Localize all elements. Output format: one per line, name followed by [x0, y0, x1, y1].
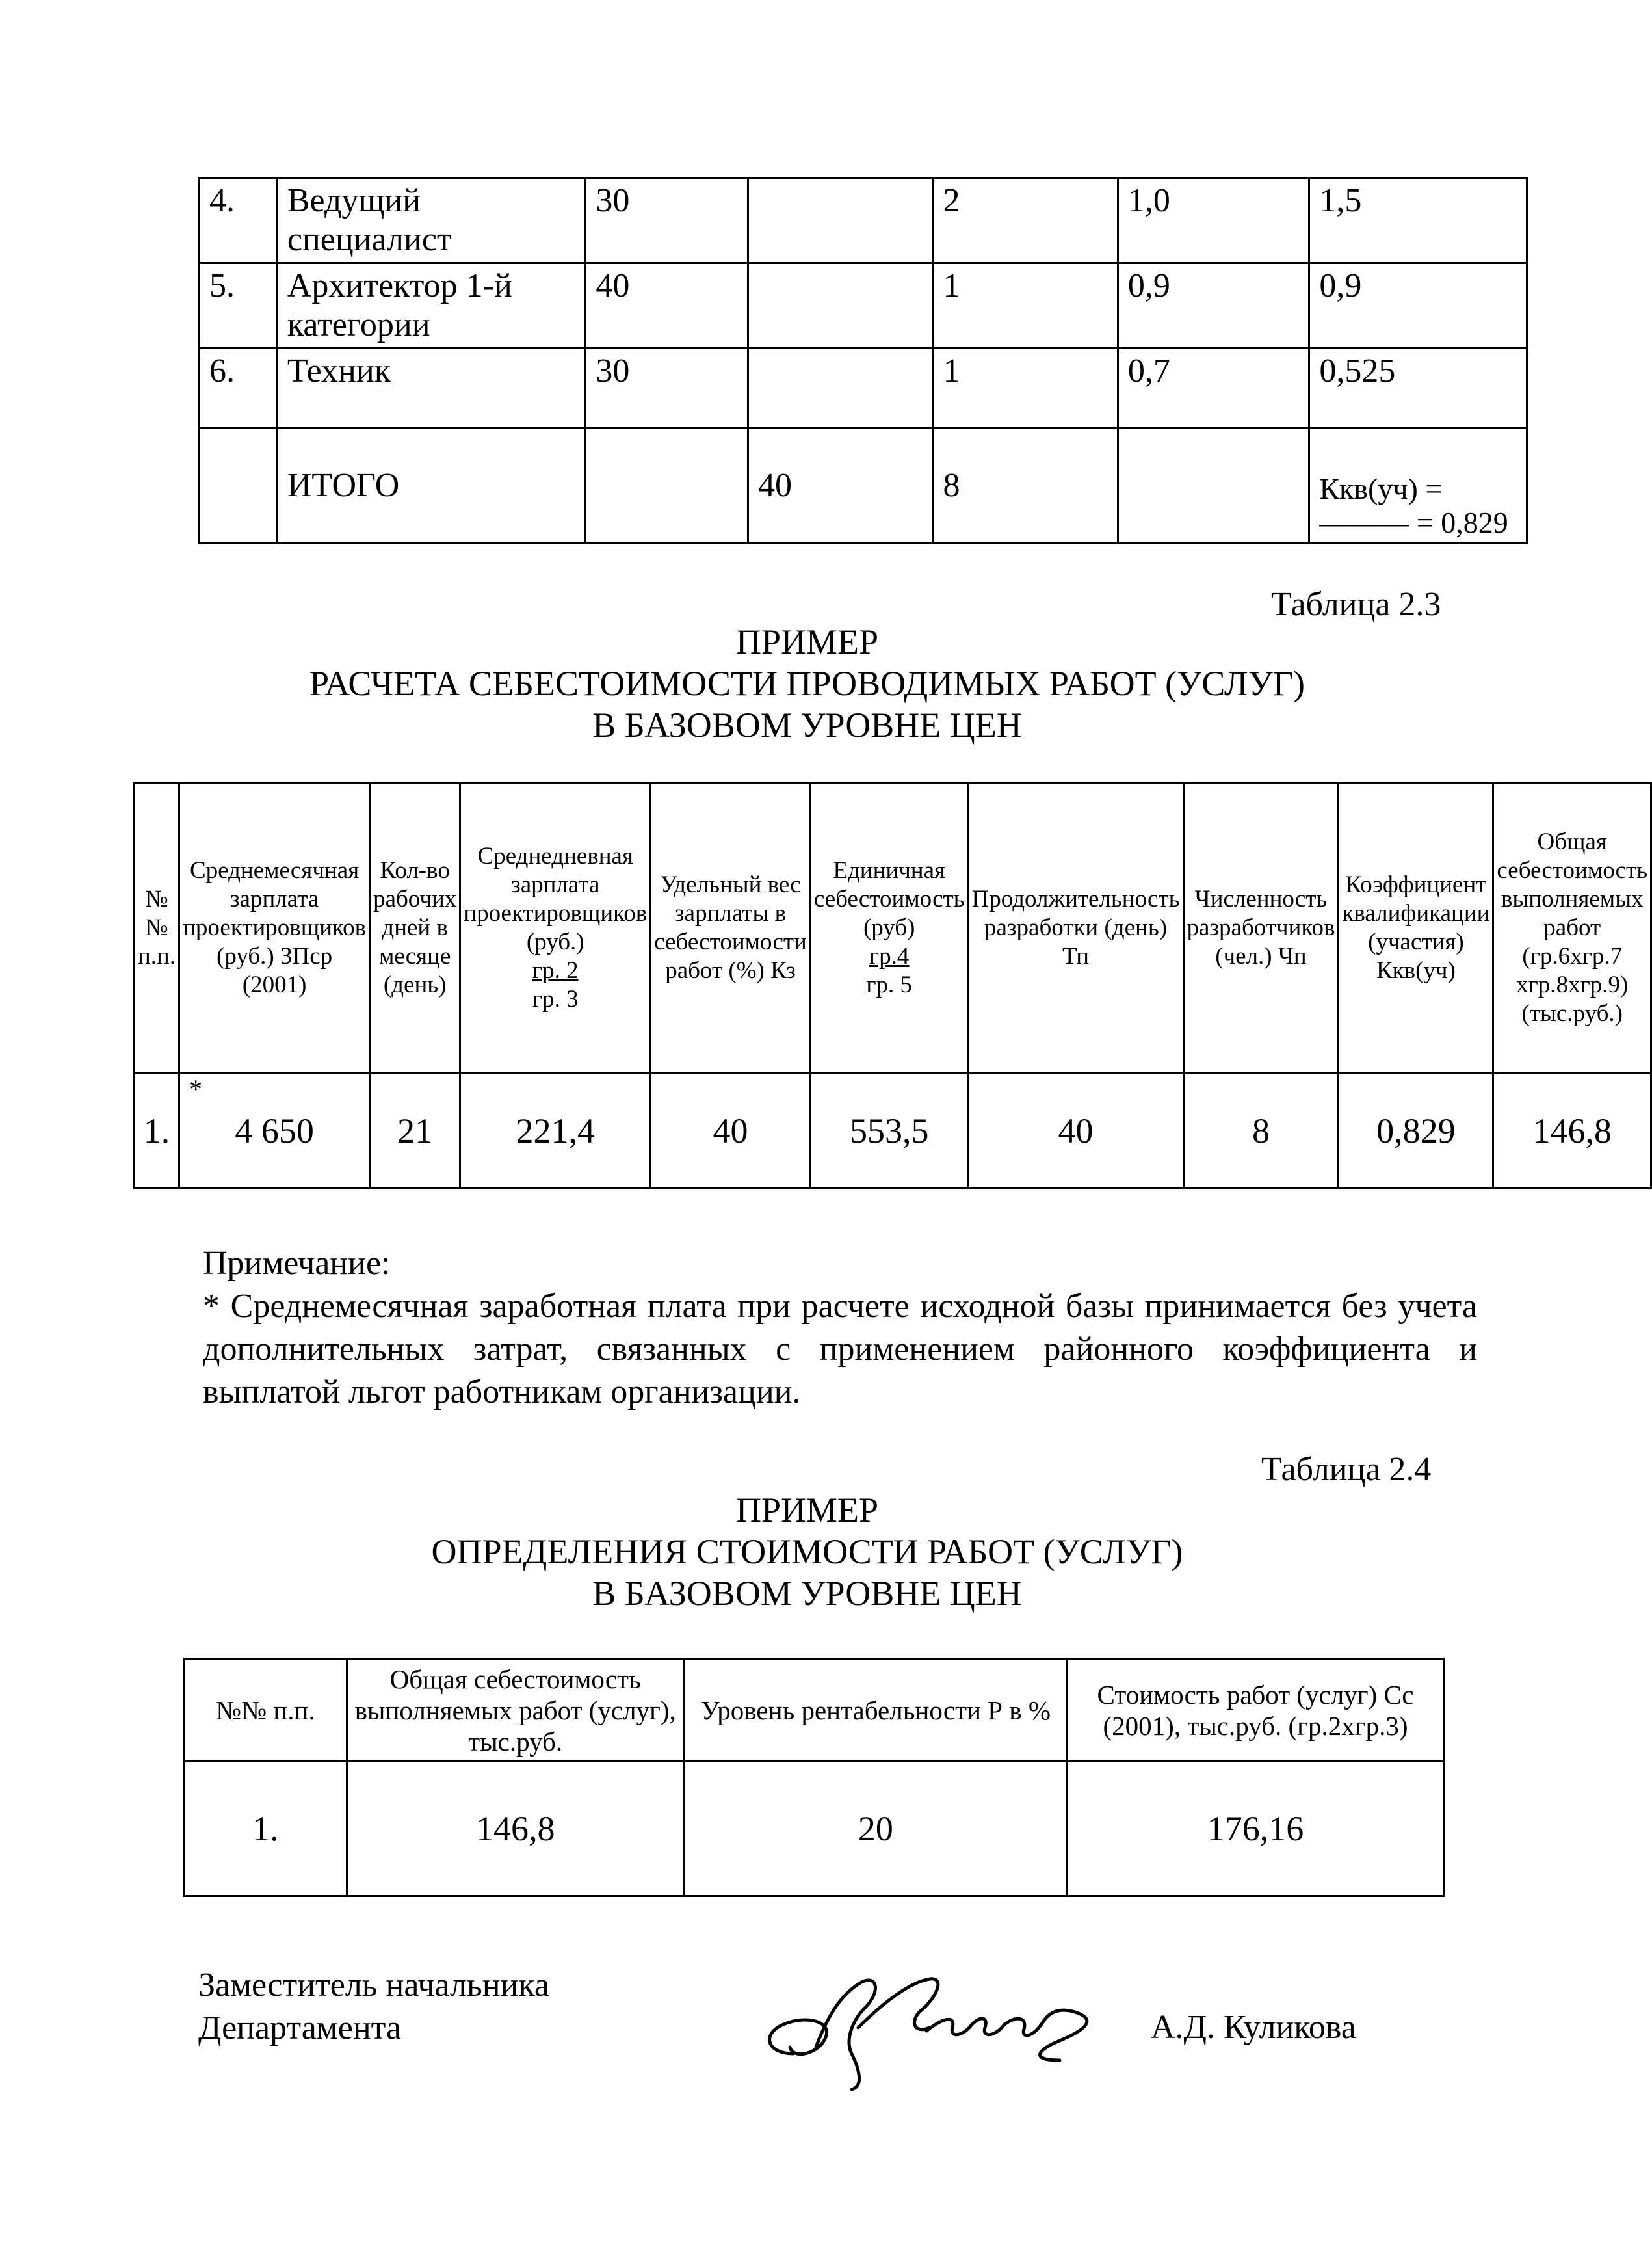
note [203, 1242, 1477, 1414]
table-row: 1. 146,8 20 176,16 [185, 1762, 1444, 1896]
table-header: №№ п.п. Общая себестоимость выполняемых работ (услуг), тыс.руб. Уровень рентабельности Р в % Стоимость работ (услуг) Сс (2001), тыс.руб. (гр.2хгр.3) [185, 1659, 1444, 1762]
note-text: * Среднемесячная заработная плата при расчете исходной базы принимается без учета дополнительных затрат, связанных с применением районного коэффициента и выплатой льгот работникам организации. [203, 1288, 1477, 1411]
table-row: 1. * 4 650 21 221,4 40 553,5 40 8 0,829 146,8 [135, 1073, 1651, 1189]
price-table [183, 1658, 1445, 1897]
note-label: Примечание: [203, 1245, 391, 1282]
table-caption: Таблица 2.4 [1261, 1451, 1432, 1488]
table-caption: Таблица 2.3 [1271, 586, 1441, 623]
cost-table [133, 782, 1652, 1189]
table-row: 6. Техник 30 1 0,7 0,525 [200, 349, 1527, 428]
table-row: 4. Ведущий специалист 30 2 1,0 1,5 [200, 178, 1527, 263]
table-title: ПРИМЕР РАСЧЕТА СЕБЕСТОИМОСТИ ПРОВОДИМЫХ РАБОТ (УСЛУГ) В БАЗОВОМ УРОВНЕ ЦЕН [309, 622, 1305, 745]
handwritten-signature [754, 1956, 1118, 2099]
signatory-name: А.Д. Куликова [1151, 2009, 1356, 2046]
table-row: 5. Архитектор 1-й категории 40 1 0,9 0,9 [200, 263, 1527, 349]
table-header: №№ п.п. Среднемесячная зарплата проектировщиков (руб.) ЗПср (2001) Кол-во рабочих дней в месяце (день) Среднедневная зарплата проектировщиков (руб.) гр. 2 гр. 3 Удельный вес зарплаты в себестоимости работ (%) Кз Единичная себестоимость (руб) гр.4 гр. 5 Продолжительность разработки (день) Тп Численность разработчиков (чел.) Чп Коэффициент квалификации (участия) Ккв(уч) Общая себестоимость выполняемых работ (гр.6хгр.7 хгр.8хгр.9) (тыс.руб.) [135, 784, 1651, 1073]
total-row: ИТОГО 40 8 Ккв(уч) = ——— = 0,829 [200, 428, 1527, 544]
table-title: ПРИМЕР ОПРЕДЕЛЕНИЯ СТОИМОСТИ РАБОТ (УСЛУГ) В БАЗОВОМ УРОВНЕ ЦЕН [431, 1491, 1183, 1613]
signatory-position: Заместитель начальника Департамента [198, 1967, 549, 2047]
footnote-mark: * [189, 1074, 203, 1104]
staff-table [198, 177, 1528, 544]
